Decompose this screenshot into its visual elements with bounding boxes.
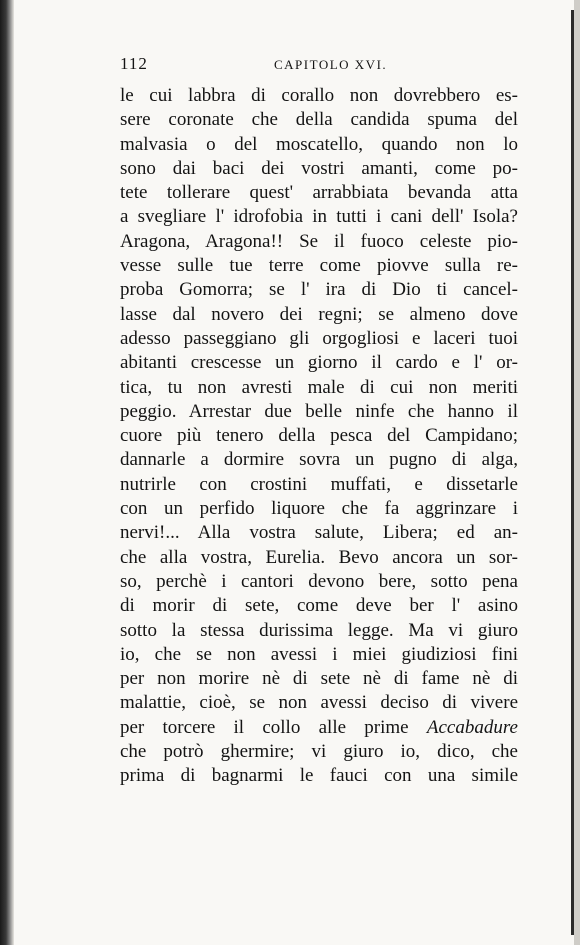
text-line: proba Gomorra; se l' ira di Dio ti cancel- bbox=[120, 279, 518, 301]
text-line: adesso passeggiano gli orgogliosi e laceri tuoi bbox=[120, 327, 518, 349]
page-header bbox=[120, 54, 518, 78]
text-line: per non morire nè di sete nè di fame nè di bbox=[120, 668, 518, 690]
text-line: nutrirle con crostini muffati, e dissetarle bbox=[120, 473, 518, 495]
text-line: tete tollerare quest' arrabbiata bevanda atta bbox=[120, 182, 518, 204]
body-text bbox=[120, 84, 518, 789]
page-number: 112 bbox=[120, 54, 148, 73]
text-line: sere coronate che della candida spuma del bbox=[120, 109, 518, 131]
text-line: dannarle a dormire sovra un pugno di alga, bbox=[120, 449, 518, 471]
page-outer-margin bbox=[574, 0, 580, 945]
text-line: vesse sulle tue terre come piovve sulla re- bbox=[120, 255, 518, 277]
running-head: CAPITOLO XVI. bbox=[274, 57, 388, 72]
text-line: che potrò ghermire; vi giuro io, dico, che bbox=[120, 741, 518, 763]
text-line: abitanti crescesse un giorno il cardo e l' or- bbox=[120, 352, 518, 374]
text-line: io, che se non avessi i miei giudiziosi fini bbox=[120, 643, 518, 665]
page-border-line bbox=[571, 10, 574, 935]
text-line: di morir di sete, come deve ber l' asino bbox=[120, 595, 518, 617]
text-line: lasse dal novero dei regni; se almeno dove bbox=[120, 303, 518, 325]
text-line: nervi!... Alla vostra salute, Libera; ed an- bbox=[120, 522, 518, 544]
text-line: peggio. Arrestar due belle ninfe che hanno il bbox=[120, 400, 518, 422]
text-line: tica, tu non avresti male di cui non meriti bbox=[120, 376, 518, 398]
text-line: malattie, cioè, se non avessi deciso di vivere bbox=[120, 692, 518, 714]
text-line: che alla vostra, Eurelia. Bevo ancora un sor- bbox=[120, 546, 518, 568]
text-line: cuore più tenero della pesca del Campidano; bbox=[120, 425, 518, 447]
text-line-with-italic bbox=[120, 716, 518, 740]
text-line: sotto la stessa durissima legge. Ma vi giuro bbox=[120, 619, 518, 641]
text-line: so, perchè i cantori devono bere, sotto pena bbox=[120, 570, 518, 592]
text-line: malvasia o del moscatello, quando non lo bbox=[120, 133, 518, 155]
text-line: a svegliare l' idrofobia in tutti i cani dell' Isola? bbox=[120, 206, 518, 228]
text-line: Aragona, Aragona!! Se il fuoco celeste pio- bbox=[120, 230, 518, 252]
binding-edge bbox=[0, 0, 14, 945]
text-line: prima di bagnarmi le fauci con una simile bbox=[120, 765, 518, 787]
text-line: con un perfido liquore che fa aggrinzare i bbox=[120, 498, 518, 520]
text-line: le cui labbra di corallo non dovrebbero es- bbox=[120, 85, 518, 106]
text-line: sono dai baci dei vostri amanti, come po- bbox=[120, 157, 518, 179]
italic-term: Accabadure bbox=[426, 716, 518, 738]
text-line-segment: per torcere il collo alle prime bbox=[120, 716, 409, 738]
